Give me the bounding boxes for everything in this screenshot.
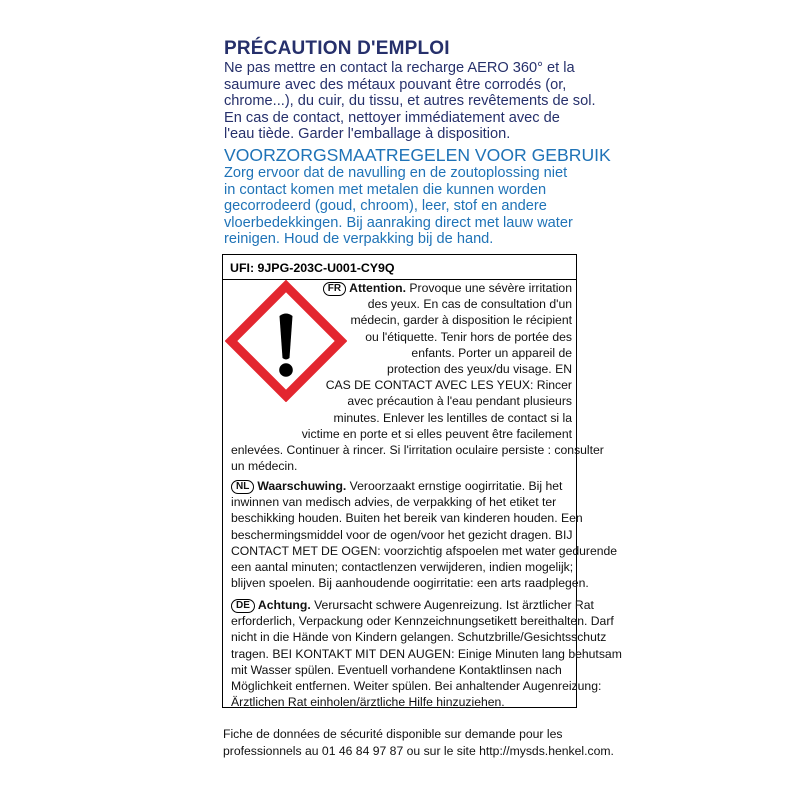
precaution-section (224, 38, 611, 248)
text-line: victime en porte et si elles peuvent être facilement (301, 426, 572, 441)
text-line: Möglichkeit entfernen. Weiter spülen. Bei anhaltender Augenreizung: (231, 679, 602, 694)
text-line: enlevées. Continuer à rincer. Si l'irritation oculaire persiste : consulter (231, 443, 604, 458)
text-line: En cas de contact, nettoyer immédiatement avec de (224, 109, 560, 126)
language-badge-de: DE (231, 599, 255, 613)
text-line: mit Wasser spülen. Eventuell vorhandene Kontaktlinsen nach (231, 662, 562, 677)
ufi-code: UFI: 9JPG-203C-U001-CY9Q (230, 261, 395, 275)
text-line: des yeux. En cas de consultation d'un (367, 297, 572, 312)
signal-word: Achtung. (257, 598, 311, 612)
signal-word: Waarschuwing. (257, 479, 347, 493)
precaution-title-nl: VOORZORGSMAATREGELEN VOOR GEBRUIK (224, 144, 611, 165)
text-line: minutes. Enlever les lentilles de contact si la (333, 410, 572, 425)
text-line: CAS DE CONTACT AVEC LES YEUX: Rincer (325, 378, 572, 393)
text-line: médecin, garder à disposition le récipient (350, 313, 572, 328)
text-line: beschikking houden. Buiten het bereik van kinderen houden. Een (231, 511, 583, 526)
text-line: blijven spoelen. Bij aanhoudende oogirritatie: een arts raadplegen. (231, 576, 589, 591)
language-badge-fr: FR (323, 282, 346, 296)
text-line: Zorg ervoor dat de navulling en de zoutoplossing niet (224, 164, 568, 181)
text-line (231, 597, 622, 613)
text-line: nicht in die Hände von Kindern gelangen. Schutzbrille/Gesichtsschutz (231, 630, 607, 645)
text-line: een aantal minuten; contactlenzen verwijderen, indien mogelijk; (231, 560, 574, 575)
text-line (223, 280, 572, 296)
precaution-text-nl (224, 165, 594, 248)
text-line: Fiche de données de sécurité disponible sur demande pour les (223, 727, 563, 741)
text-line: Ärztlichen Rat einholen/ärztliche Hilfe hinzuziehen. (231, 695, 505, 710)
text-line: ou l'étiquette. Tenir hors de portée des (365, 329, 572, 344)
text-line: un médecin. (231, 459, 298, 474)
text-line: tragen. BEI KONTAKT MIT DEN AUGEN: Einige Minuten lang behutsam (231, 646, 622, 661)
hazard-text-de (231, 597, 622, 710)
text-line: professionnels au 01 46 84 97 87 ou sur le site http://mysds.henkel.com. (223, 743, 614, 758)
hazard-label-box (222, 254, 622, 710)
text-line: gecorrodeerd (goud, chroom), leer, stof en andere (224, 198, 547, 215)
text-line: inwinnen van medisch advies, de verpakking of het etiket ter (231, 495, 557, 510)
signal-word: Attention. (349, 281, 407, 295)
hazard-text-nl (231, 478, 617, 591)
text-line: in contact komen met metalen die kunnen worden (224, 181, 547, 198)
text-line: l'eau tiède. Garder l'emballage à disposition. (224, 126, 511, 143)
precaution-title-fr: PRÉCAUTION D'EMPLOI (224, 38, 450, 59)
hazard-text-fr (223, 280, 604, 474)
text-line: saumure avec des métaux pouvant être corrodés (or, (224, 76, 567, 93)
text-line: enfants. Porter un appareil de (411, 345, 572, 360)
text-line: protection des yeux/du visage. EN (387, 362, 572, 377)
text-fragment: Provoque une sévère irritation (406, 281, 572, 295)
text-line: avec précaution à l'eau pendant plusieurs (347, 394, 572, 409)
text-fragment: Veroorzaakt ernstige oogirritatie. Bij het (346, 479, 563, 493)
text-line: chrome...), du cuir, du tissu, et autres revêtements de sol. (224, 93, 596, 110)
text-line: Ne pas mettre en contact la recharge AERO 360° et la (224, 60, 575, 76)
text-line: beschermingsmiddel voor de ogen/voor het gezicht dragen. BIJ (231, 527, 573, 542)
text-fragment: Verursacht schwere Augenreizung. Ist ärztlicher Rat (310, 598, 594, 612)
text-line: reinigen. Houd de verpakking bij de hand. (224, 231, 494, 248)
text-line (231, 478, 617, 494)
language-badge-nl: NL (231, 480, 254, 494)
sds-footer (223, 726, 614, 760)
text-line: CONTACT MET DE OGEN: voorzichtig afspoelen met water gedurende (231, 543, 618, 558)
text-line: erforderlich, Verpackung oder Kennzeichnungsetikett bereithalten. Darf (231, 614, 614, 629)
precaution-text-fr (224, 60, 594, 143)
text-line: vloerbedekkingen. Bij aanraking direct met lauw water (224, 214, 573, 231)
